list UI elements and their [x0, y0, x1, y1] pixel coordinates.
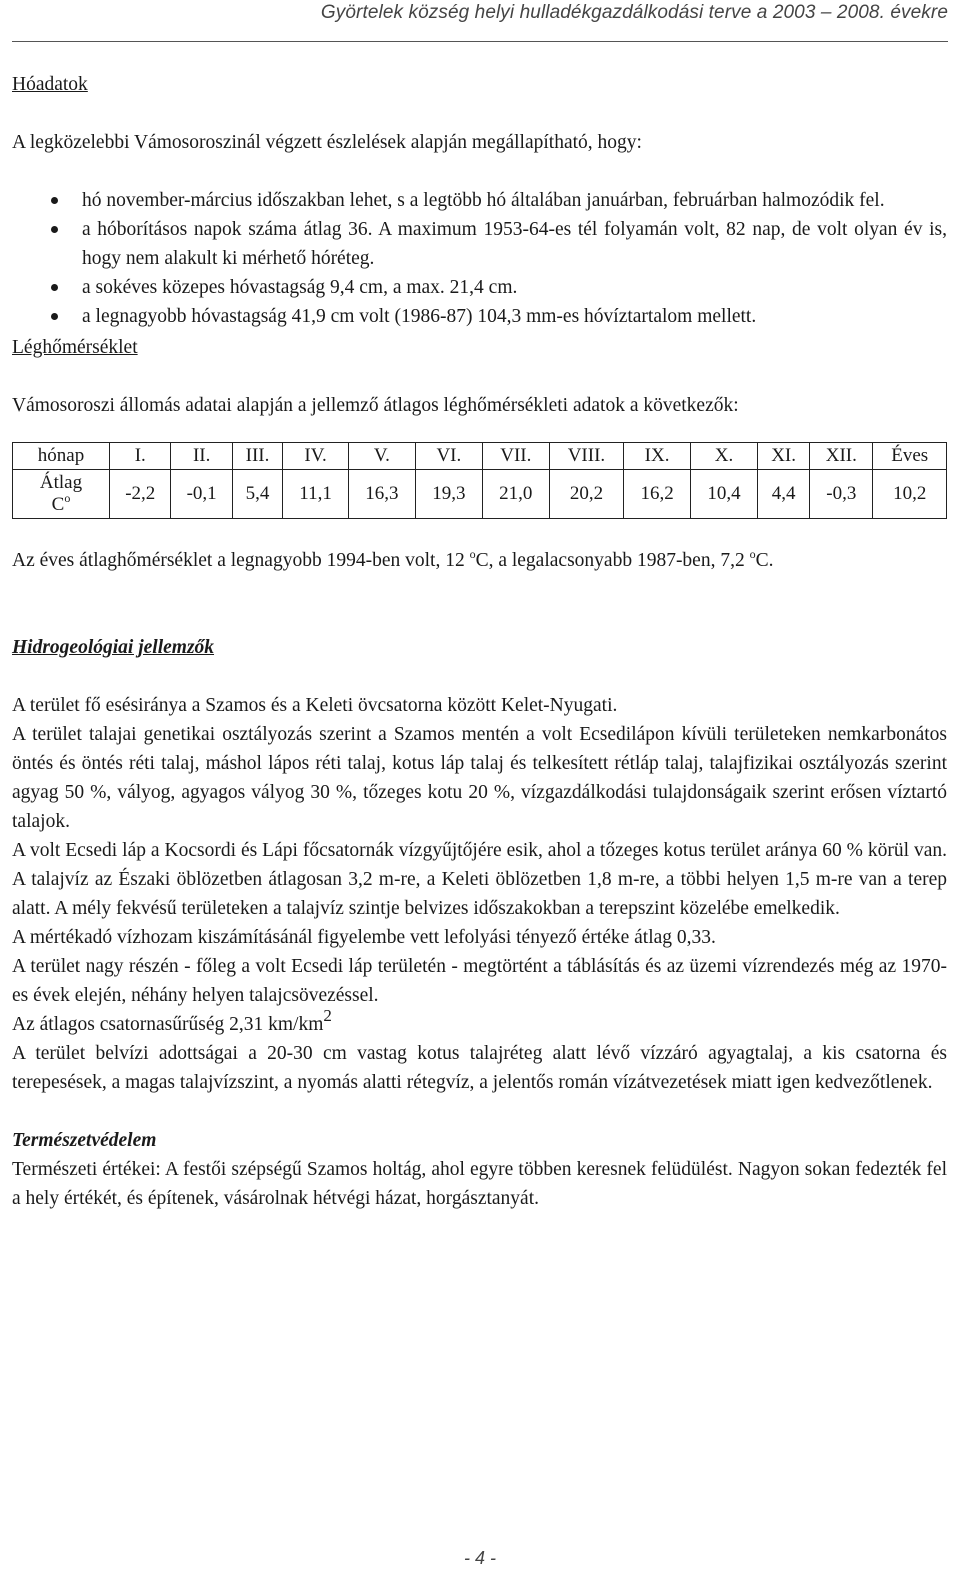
page-number: - 4 - [463, 1548, 496, 1568]
table-cell: VIII. [549, 443, 623, 470]
degree-sup: o [749, 547, 756, 561]
table-cell: VII. [482, 443, 549, 470]
table-row-label: hónap [13, 443, 110, 470]
table-cell: V. [348, 443, 415, 470]
table-cell: 21,0 [482, 470, 549, 519]
summary-text-3: C. [755, 550, 774, 571]
table-cell: IX. [624, 443, 691, 470]
table-row [13, 470, 947, 519]
table-cell: 16,2 [624, 470, 691, 519]
channel-density-text: Az átlagos csatornasűrűség 2,31 km/km [12, 1014, 324, 1035]
list-item: a sokéves közepes hóvastagság 9,4 cm, a max. 21,4 cm. [82, 273, 947, 302]
degree-sup: o [469, 547, 476, 561]
list-item: hó november-március időszakban lehet, s a legtöbb hó általában januárban, februárban halmozódik fel. [82, 186, 947, 215]
hydro-paragraph [12, 1006, 947, 1039]
temperature-summary [12, 546, 947, 575]
section-heading-snow: Hóadatok [12, 74, 88, 95]
channel-density-sup: 2 [323, 1006, 332, 1025]
table-cell: II. [171, 443, 232, 470]
table-cell: -0,3 [810, 470, 873, 519]
hydro-paragraph: A volt Ecsedi láp a Kocsordi és Lápi főcsatornák vízgyűjtőjére esik, ahol a tőzeges kotus terület aránya 60 % körül van. A talajvíz az Északi öblözetben átlagosan 3,2 m-re, a Keleti öblözetben 1,8 m-re, a többi helyen 1,5 m-re van a terep alatt. A mély fekvésű területeken a talajvíz szintje belvizes időszakokban a terepszint közelébe emelkedik. [12, 840, 947, 919]
hydro-paragraph: A terület talajai genetikai osztályozás szerint a Szamos mentén a volt Ecsedilápon kívüli területeken nemkarbonátos öntés és öntés réti talaj, máshol lápos réti talaj, kotus láp talaj és telkesített rétláp talaj, talajfizikai osztályozás szerint agyag 50 %, vályog, agyagos vályog 30 %, tőzeges kotu 20 %, vízgazdálkodási tulajdonságaik szerint erősen víztartó talajok. [12, 724, 947, 832]
table-cell: XII. [810, 443, 873, 470]
table-cell: I. [110, 443, 171, 470]
header-divider [12, 41, 948, 42]
snow-intro: A legközelebbi Vámosoroszinál végzett észlelések alapján megállapítható, hogy: [12, 132, 642, 153]
row-label-line1: Átlag [39, 472, 83, 493]
table-cell: 10,2 [873, 470, 947, 519]
temperature-table [12, 442, 947, 519]
section-heading-hydrogeology: Hidrogeológiai jellemzők [12, 637, 215, 658]
degree-sup: o [64, 491, 71, 505]
table-cell: 4,4 [758, 470, 810, 519]
list-item: a legnagyobb hóvastagság 41,9 cm volt (1986-87) 104,3 mm-es hóvíztartalom mellett. [82, 302, 947, 331]
hydro-paragraph: A terület nagy részén - főleg a volt Ecsedi láp területén - megtörtént a táblásítás és az üzemi vízrendezés még az 1970-es évek elején, néhány helyen talajcsövezéssel. [12, 956, 947, 1006]
table-cell: 11,1 [283, 470, 349, 519]
temperature-intro: Vámosoroszi állomás adatai alapján a jellemző átlagos léghőmérsékleti adatok a következők: [12, 395, 739, 416]
summary-text-2: C, a legalacsonyabb 1987-ben, 7,2 [475, 550, 750, 571]
page-content [12, 70, 947, 1213]
table-cell: XI. [758, 443, 810, 470]
table-cell: 16,3 [348, 470, 415, 519]
table-cell: -0,1 [171, 470, 232, 519]
table-cell: 5,4 [232, 470, 282, 519]
summary-text-1: Az éves átlaghőmérséklet a legnagyobb 1994-ben volt, 12 [12, 550, 470, 571]
table-cell: -2,2 [110, 470, 171, 519]
table-cell: 20,2 [549, 470, 623, 519]
hydro-paragraph: A mértékadó vízhozam kiszámításánál figyelembe vett lefolyási tényező értéke átlag 0,33. [12, 927, 716, 948]
table-cell: X. [691, 443, 758, 470]
nature-paragraph: Természeti értékei: A festői szépségű Szamos holtág, ahol egyre többen keresnek felüdülést. Nagyon sokan fedezték fel a hely értékét, és építenek, vásárolnak hétvégi házat, horgásztanyát. [12, 1159, 947, 1209]
snow-bullet-list [12, 186, 947, 331]
list-item: a hóborításos napok száma átlag 36. A maximum 1953-64-es tél folyamán volt, 82 nap, de volt olyan év is, hogy nem alakult ki mérhető hóréteg. [82, 215, 947, 273]
section-heading-nature: Természetvédelem [12, 1130, 157, 1151]
table-cell: IV. [283, 443, 349, 470]
table-row-label [13, 470, 110, 519]
table-cell: VI. [415, 443, 482, 470]
table-cell: 19,3 [415, 470, 482, 519]
table-cell: Éves [873, 443, 947, 470]
hydro-paragraph: A terület belvízi adottságai a 20-30 cm vastag kotus talajréteg alatt lévő vízzáró agyagtalaj, a kis csatorna és terepesések, a magas talajvízszint, a nyomás alatti rétegvíz, a jelentős román vízátvezetések miatt igen kedvezőtlenek. [12, 1043, 947, 1093]
page-header: Györtelek község helyi hulladékgazdálkodási terve a 2003 – 2008. évekre [320, 2, 948, 23]
section-heading-temperature: Léghőmérséklet [12, 337, 138, 358]
table-cell: III. [232, 443, 282, 470]
table-cell: 10,4 [691, 470, 758, 519]
row-label-line2: C [51, 494, 65, 515]
hydro-paragraph: A terület fő esésiránya a Szamos és a Keleti övcsatorna között Kelet-Nyugati. [12, 695, 618, 716]
table-row [13, 443, 947, 470]
